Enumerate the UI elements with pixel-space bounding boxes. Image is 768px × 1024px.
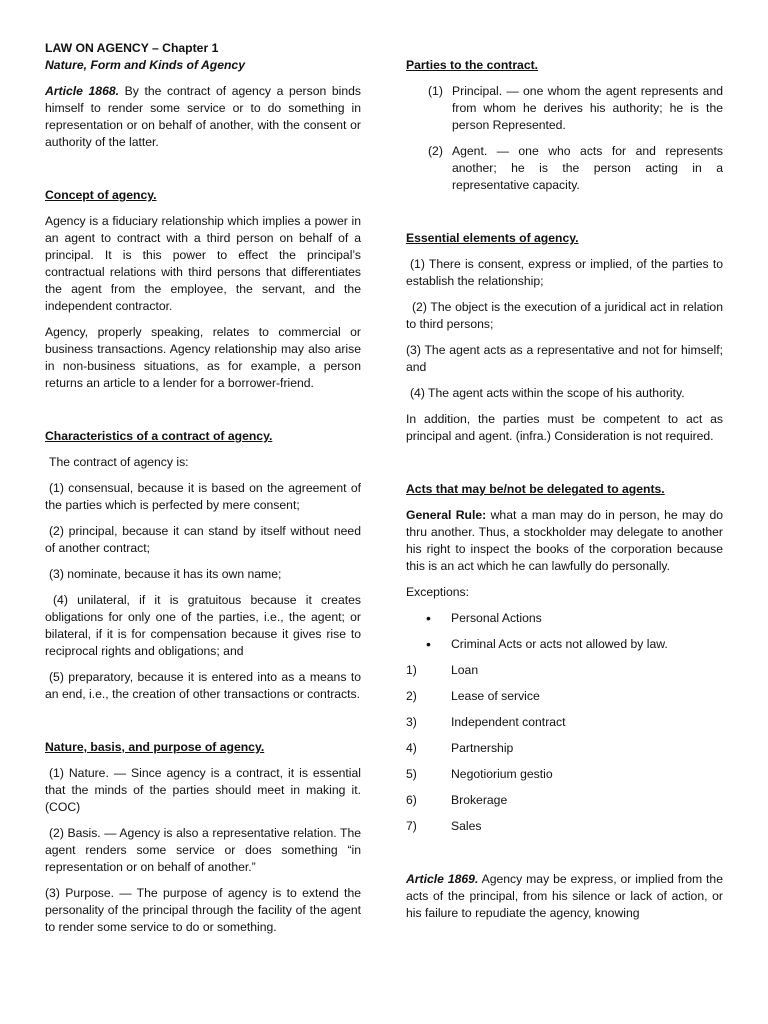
element-item: (1) There is consent, express or implied, of the parties to establish the relationship;: [406, 257, 723, 288]
numbered-item-text: Brokerage: [451, 793, 508, 807]
characteristics-intro: The contract of agency is:: [49, 455, 189, 469]
article-1869: [406, 871, 723, 922]
concept-paragraph-1: Agency is a fiduciary relationship which implies a power in an agent to contract with a third person on behalf of a principal. It is this power to effect the principal’s contractual relations with third persons that differentiates the agent from the employee, the servant, and the independent contractor.: [45, 214, 361, 313]
element-item: (2) The object is the execution of a juridical act in relation to third persons;: [406, 300, 723, 331]
nature-heading: Nature, basis, and purpose of agency.: [45, 740, 265, 754]
element-item: (3) The agent acts as a representative and not for himself; and: [406, 343, 723, 374]
numbered-item: [406, 818, 723, 835]
left-column: [45, 40, 361, 936]
exceptions-label: Exceptions:: [406, 585, 470, 599]
elements-addition: In addition, the parties must be competent to act as principal and agent. (infra.) Consideration is not required.: [406, 412, 723, 443]
characteristic-item: (5) preparatory, because it is entered into as a means to an end, i.e., the creation of other transactions or contracts.: [45, 670, 361, 701]
list-item-text: Principal. — one whom the agent represents and from whom he derives his authority; he is the person Represented.: [452, 84, 723, 132]
numbered-item-number: 7): [406, 819, 417, 833]
article-1868-text: By the contract of agency a person binds himself to render some service or to do something in representation or on behalf of another, with the consent or authority of the latter.: [45, 84, 361, 149]
numbered-item-number: 4): [406, 741, 417, 755]
numbered-item: [406, 766, 723, 783]
numbered-item: [406, 688, 723, 705]
characteristic-item: (4) unilateral, if it is gratuitous because it creates obligations for only one of the parties, i.e., the agent; or bilateral, if it is for compensation because it gives rise to reciprocal rights and obligations; and: [45, 593, 361, 658]
right-column: [406, 57, 723, 922]
numbered-item-number: 5): [406, 767, 417, 781]
document-subtitle: Nature, Form and Kinds of Agency: [45, 58, 245, 72]
element-item: (4) The agent acts within the scope of his authority.: [410, 386, 685, 400]
numbered-item: [406, 714, 723, 731]
acts-heading: Acts that may be/not be delegated to agents.: [406, 482, 665, 496]
numbered-item-number: 6): [406, 793, 417, 807]
elements-heading: Essential elements of agency.: [406, 231, 579, 245]
article-1869-label: Article 1869.: [406, 872, 479, 886]
bullet-item: [406, 610, 723, 627]
list-item-number: (1): [428, 84, 443, 98]
general-rule: [406, 507, 723, 575]
bullet-item: [406, 636, 723, 653]
general-rule-label: General Rule:: [406, 508, 487, 522]
nature-item: (1) Nature. — Since agency is a contract, it is essential that the minds of the parties should meet in making it. (COC): [45, 766, 361, 814]
numbered-item-number: 3): [406, 715, 417, 729]
list-item-number: (2): [428, 144, 443, 158]
parties-list: [406, 83, 723, 194]
numbered-item-text: Loan: [451, 663, 479, 677]
bullet-text: Personal Actions: [451, 611, 542, 625]
bullet-icon: •: [426, 610, 431, 626]
characteristic-item: (3) nominate, because it has its own name;: [49, 567, 282, 581]
concept-heading: Concept of agency.: [45, 188, 157, 202]
nature-item: (2) Basis. — Agency is also a representative relation. The agent renders some service or does something “in representation or on behalf of another.”: [45, 826, 361, 874]
list-item: [428, 143, 723, 194]
list-item: [428, 83, 723, 134]
characteristics-heading: Characteristics of a contract of agency.: [45, 429, 273, 443]
bullet-text: Criminal Acts or acts not allowed by law.: [451, 637, 668, 651]
numbered-item-text: Independent contract: [451, 715, 566, 729]
numbered-item-text: Partnership: [451, 741, 514, 755]
numbered-item-text: Lease of service: [451, 689, 540, 703]
characteristic-item: (1) consensual, because it is based on the agreement of the parties which is perfected by mere consent;: [45, 481, 361, 512]
document-title: LAW ON AGENCY – Chapter 1: [45, 41, 219, 55]
numbered-item: [406, 792, 723, 809]
numbered-item-text: Negotiorium gestio: [451, 767, 553, 781]
numbered-item-number: 2): [406, 689, 417, 703]
list-item-text: Agent. — one who acts for and represents another; he is the person acting in a representative capacity.: [452, 144, 723, 192]
parties-heading: Parties to the contract.: [406, 58, 539, 72]
numbered-item: [406, 740, 723, 757]
article-1868: [45, 83, 361, 151]
numbered-item: [406, 662, 723, 679]
numbered-item-number: 1): [406, 663, 417, 677]
concept-paragraph-2: Agency, properly speaking, relates to commercial or business transactions. Agency relationship may also arise in non-business situations, as for example, a person returns an article to a lender for a borrower-friend.: [45, 325, 361, 390]
article-1869-text: Agency may be express, or implied from the acts of the principal, from his silence or lack of action, or his failure to repudiate the agency, knowing: [406, 872, 723, 920]
nature-item: (3) Purpose. — The purpose of agency is to extend the personality of the principal through the facility of the agent to render some service to do or something.: [45, 886, 361, 934]
article-1868-label: Article 1868.: [45, 84, 120, 98]
numbered-item-text: Sales: [451, 819, 482, 833]
bullet-icon: •: [426, 636, 431, 652]
characteristic-item: (2) principal, because it can stand by itself without need of another contract;: [45, 524, 361, 555]
general-rule-text: what a man may do in person, he may do thru another. Thus, a stockholder may delegate to another his right to inspect the books of the corporation because this is an act which he can lawfully do personally.: [406, 508, 724, 573]
